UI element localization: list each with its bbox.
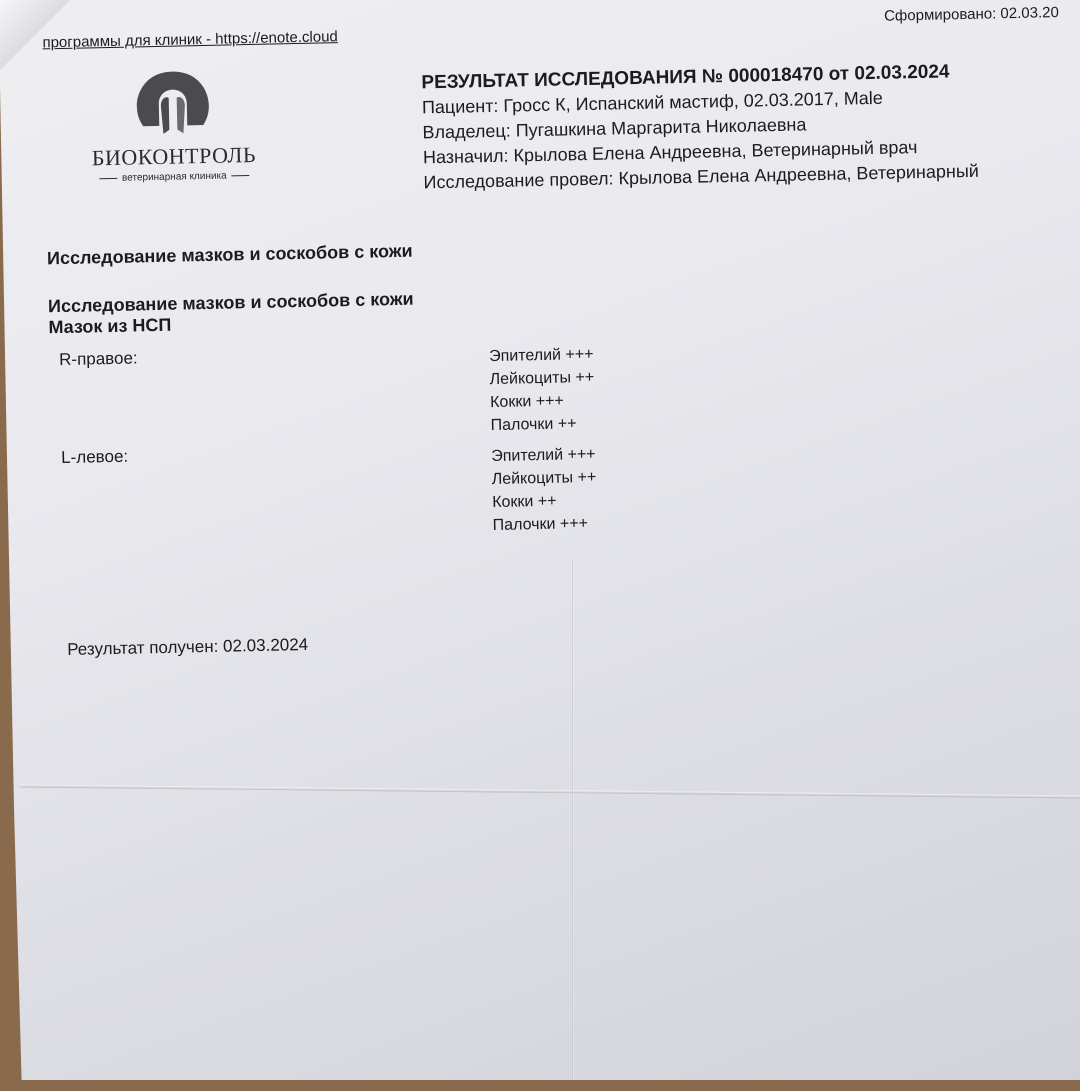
result-received: Результат получен: 02.03.2024: [67, 634, 309, 659]
right-findings: [489, 343, 595, 437]
finding-item: Палочки ++: [490, 415, 577, 435]
finding-item: Лейкоциты ++: [491, 468, 597, 489]
software-link[interactable]: программы для клиник - https://enote.cloud: [42, 28, 338, 52]
clinic-emblem-icon: [134, 69, 211, 137]
left-side-label: L-левое:: [60, 446, 129, 468]
patient-line: Пациент: Гросс К, Испанский мастиф, 02.03.2017, Male: [421, 87, 884, 118]
right-side-label: R-правое:: [58, 348, 138, 370]
assigned-line: Назначил: Крылова Елена Андреевна, Ветеринарный врач: [422, 137, 918, 168]
sample-title: Мазок из НСП: [48, 314, 172, 338]
study-title: Исследование мазков и соскобов с кожи: [46, 240, 413, 269]
finding-item: Кокки ++: [492, 492, 557, 512]
finding-item: Лейкоциты ++: [489, 368, 595, 389]
finding-item: Эпителий +++: [491, 445, 596, 466]
result-header: [421, 59, 979, 196]
clinic-subtitle: ветеринарная клиника: [79, 170, 269, 185]
clinic-name: БИОКОНТРОЛЬ: [91, 141, 257, 171]
finding-item: Кокки +++: [489, 392, 564, 412]
generated-date: Сформировано: 02.03.20: [883, 4, 1060, 25]
conducted-line: Исследование провел: Крылова Елена Андреевна, Ветеринарный: [423, 160, 980, 193]
result-title: РЕЗУЛЬТАТ ИССЛЕДОВАНИЯ № 000018470 от 02.03.2024: [421, 61, 950, 94]
clinic-logo: [77, 68, 269, 185]
finding-item: Эпителий +++: [488, 345, 594, 366]
study-subtitle: Исследование мазков и соскобов с кожи: [47, 288, 414, 317]
left-findings: [491, 443, 597, 537]
owner-line: Владелец: Пугашкина Маргарита Николаевна: [422, 114, 807, 143]
finding-item: Палочки +++: [492, 515, 589, 535]
